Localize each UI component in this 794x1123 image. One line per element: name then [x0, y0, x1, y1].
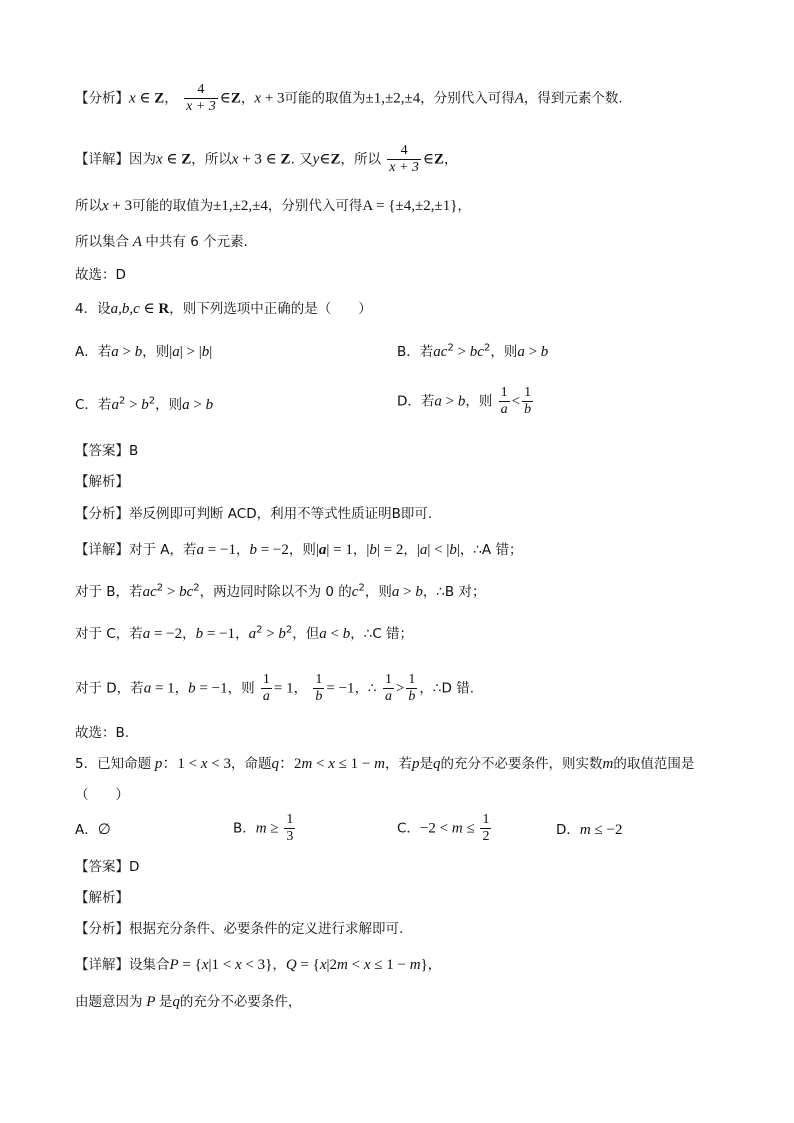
q4-detail-a: 【详解】对于 A，若a = −1，b = −2，则|a| = 1，|b| = 2，|a| < |b|，∴A 错；	[75, 542, 523, 558]
q4-jiexi: 【解析】	[75, 474, 129, 490]
q3-detail-line: 【详解】因为x ∈ Z，所以x + 3 ∈ Z. 又y∈Z，所以 $\frac{4}{x + 3}$ ∈Z，	[75, 143, 458, 175]
q3-analysis-line: 【分析】x ∈ Z， $\frac{4}{x + 3}$ ∈Z，x + 3可能的取值为±1,±2,±4，分别代入可得A，得到元素个数.	[75, 82, 623, 114]
q4-detail-b: 对于 B，若$ac^2 > bc^2$，两边同时除以不为 0 的$c^2$，则a > b，∴B 对；	[75, 582, 486, 600]
q3-choose-line: 故选：D	[75, 267, 126, 283]
q4-answer: 【答案】B	[75, 443, 139, 459]
q4-detail-d: 对于 D，若a = 1，b = −1，则 $\frac{1}{a}$ = 1， $\frac{1}{b}$ = −1，∴ $\frac{1}{a}$ > $\frac{1}{b}$ ，∴D 错.	[75, 672, 474, 704]
q5-option-b: B．m ≥ $\frac{1}{3}$	[233, 812, 294, 844]
q3-count-line: 所以集合 A 中共有 6 个元素．	[75, 234, 258, 250]
q5-option-d: D．m ≤ −2	[556, 822, 623, 838]
fraction-4-over-x-plus-3: $\frac{4}{x + 3}$	[389, 143, 419, 175]
q5-analysis: 【分析】根据充分条件、必要条件的定义进行求解即可.	[75, 921, 404, 937]
q5-jiexi: 【解析】	[75, 890, 129, 906]
q5-option-a: A．∅	[75, 822, 111, 838]
q4-detail-c: 对于 C，若a = −2，b = −1，$a^2 > b^2$，但a < b，∴C 错；	[75, 624, 414, 642]
q5-detail: 【详解】设集合P = {x|1 < x < 3}，Q = {x|2m < x ≤ 1 − m}，	[75, 957, 442, 973]
q4-stem: 4．设a,b,c ∈ R，则下列选项中正确的是（ ）	[75, 301, 372, 317]
q5-paren: （ ）	[75, 787, 129, 803]
q4-choose: 故选：B.	[75, 725, 130, 741]
q4-option-d: D．若a > b，则 $\frac{1}{a}$ < $\frac{1}{b}$	[397, 385, 532, 417]
q5-answer: 【答案】D	[75, 859, 140, 875]
q4-option-b: B．若$ac^2 > bc^2$，则a > b	[397, 342, 549, 360]
q4-option-a: A．若a > b，则|a| > |b|	[75, 344, 213, 360]
q3-values-line: 所以x + 3可能的取值为±1,±2,±4，分别代入可得A = {±4,±2,±1}，	[75, 198, 471, 214]
q4-analysis: 【分析】举反例即可判断 ACD，利用不等式性质证明B即可.	[75, 506, 433, 522]
detail-tag: 【详解】	[75, 151, 129, 168]
q5-last-line: 由题意因为 P 是q的充分不必要条件，	[75, 994, 302, 1010]
q5-option-c: C．−2 < m ≤ $\frac{1}{2}$	[397, 812, 490, 844]
fraction-4-over-x-plus-3: $\frac{4}{x + 3}$	[186, 82, 216, 114]
q5-stem: 5．已知命题 p：1 < x < 3，命题q：2m < x ≤ 1 − m，若p是q的充分不必要条件，则实数m的取值范围是	[75, 756, 695, 772]
q4-option-c: C．若$a^2 > b^2$，则a > b	[75, 395, 214, 413]
analysis-tag: 【分析】	[75, 90, 129, 107]
